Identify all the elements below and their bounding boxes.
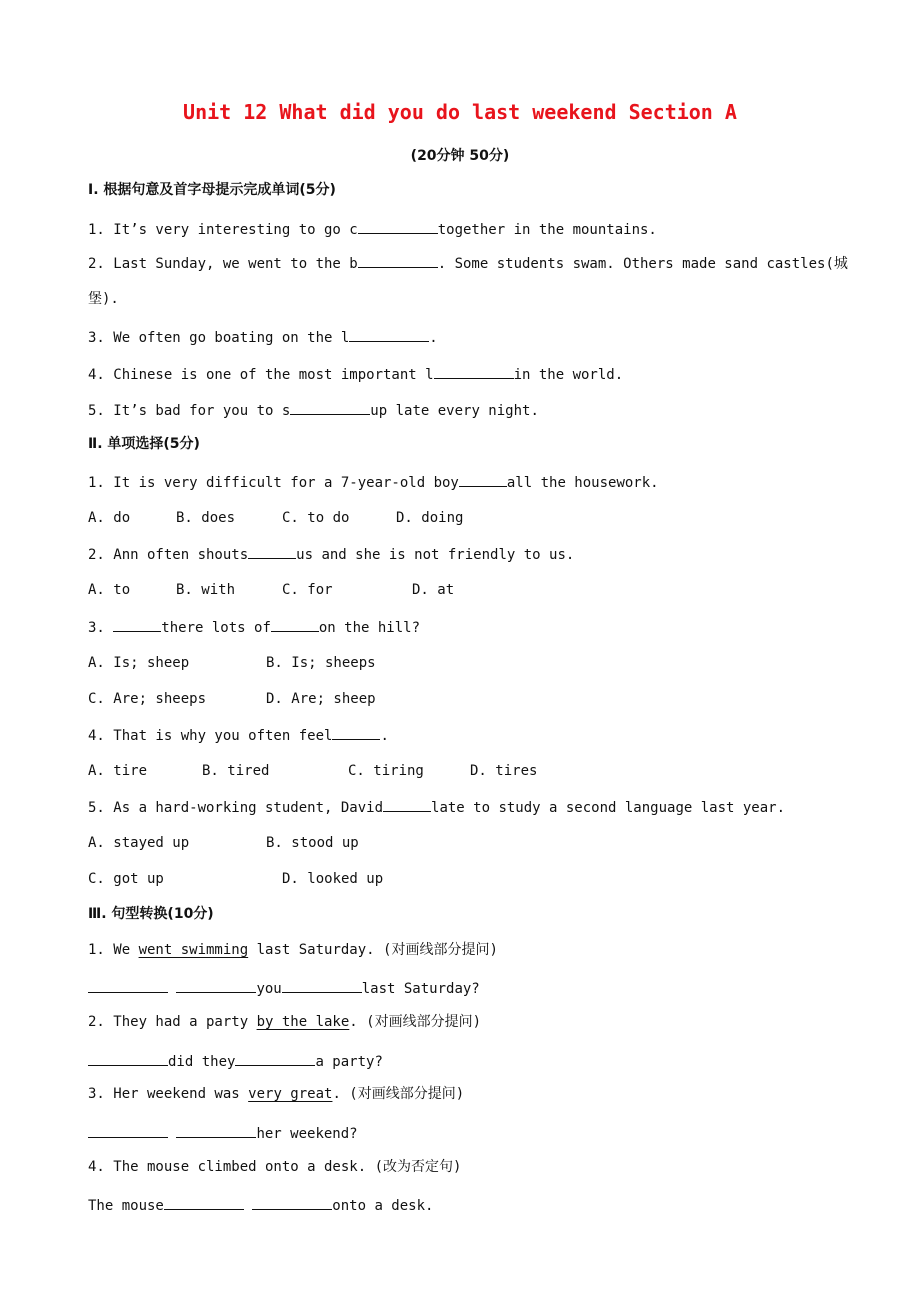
option-d[interactable]: D. Are; sheep bbox=[266, 691, 376, 707]
answer-blank[interactable] bbox=[358, 253, 438, 268]
answer-blank[interactable] bbox=[164, 1195, 244, 1210]
underlined-phrase: by the lake bbox=[256, 1014, 350, 1030]
section-1-heading: Ⅰ. 根据句意及首字母提示完成单词(5分) bbox=[88, 182, 336, 198]
answer-blank[interactable] bbox=[113, 617, 161, 632]
answer-blank[interactable] bbox=[349, 327, 429, 342]
s2-question-1: 1. It is very difficult for a 7-year-old boy all the housework. bbox=[88, 472, 659, 493]
s2-question-2-options bbox=[88, 580, 454, 600]
s3-answer-2: did they a party? bbox=[88, 1051, 383, 1072]
option-a[interactable]: A. stayed up bbox=[88, 835, 190, 851]
answer-blank[interactable] bbox=[235, 1051, 315, 1066]
answer-blank[interactable] bbox=[248, 544, 296, 559]
answer-blank[interactable] bbox=[290, 400, 370, 415]
option-a[interactable]: A. do bbox=[88, 510, 131, 526]
s1-question-5: 5. It’s bad for you to s up late every night. bbox=[88, 400, 539, 421]
underlined-phrase: very great bbox=[248, 1086, 333, 1102]
option-b[interactable]: B. does bbox=[176, 510, 236, 526]
option-b[interactable]: B. stood up bbox=[266, 835, 359, 851]
s2-question-4-options bbox=[88, 761, 537, 781]
s1-question-2: 2. Last Sunday, we went to the b . Some students swam. Others made sand castles(城 bbox=[88, 253, 848, 274]
option-d[interactable]: D. looked up bbox=[282, 871, 384, 887]
option-a[interactable]: A. Is; sheep bbox=[88, 655, 190, 671]
answer-blank[interactable] bbox=[383, 797, 431, 812]
s2-question-5-options-row-2 bbox=[88, 869, 383, 889]
s2-question-5-options-row-1 bbox=[88, 833, 359, 853]
s3-answer-3: her weekend? bbox=[88, 1123, 358, 1144]
option-c[interactable]: C. tiring bbox=[348, 763, 424, 779]
answer-blank[interactable] bbox=[88, 1123, 168, 1138]
option-a[interactable]: A. tire bbox=[88, 763, 148, 779]
option-a[interactable]: A. to bbox=[88, 582, 131, 598]
answer-blank[interactable] bbox=[176, 1123, 256, 1138]
s3-question-1: 1. We went swimming last Saturday. (对画线部分提问) bbox=[88, 942, 498, 958]
option-c[interactable]: C. for bbox=[282, 582, 333, 598]
option-c[interactable]: C. Are; sheeps bbox=[88, 691, 207, 707]
page-title: Unit 12 What did you do last weekend Section A bbox=[183, 100, 737, 124]
s1-question-2-continued: 堡). bbox=[88, 291, 119, 307]
answer-blank[interactable] bbox=[358, 219, 438, 234]
option-d[interactable]: D. tires bbox=[470, 763, 538, 779]
s1-question-3: 3. We often go boating on the l . bbox=[88, 327, 438, 348]
s2-question-1-options bbox=[88, 508, 463, 528]
s2-question-3: 3. there lots of on the hill? bbox=[88, 617, 420, 638]
answer-blank[interactable] bbox=[434, 364, 514, 379]
s2-question-4: 4. That is why you often feel . bbox=[88, 725, 389, 746]
option-c[interactable]: C. to do bbox=[282, 510, 350, 526]
answer-blank[interactable] bbox=[176, 978, 256, 993]
s1-question-1: 1. It’s very interesting to go c together in the mountains. bbox=[88, 219, 657, 240]
s2-question-5: 5. As a hard-working student, David late to study a second language last year. bbox=[88, 797, 785, 818]
page-subtitle: (20分钟 50分) bbox=[410, 148, 510, 164]
s2-question-3-options-row-2 bbox=[88, 689, 376, 709]
answer-blank[interactable] bbox=[459, 472, 507, 487]
s3-question-4: 4. The mouse climbed onto a desk. (改为否定句) bbox=[88, 1159, 462, 1175]
option-b[interactable]: B. tired bbox=[202, 763, 270, 779]
s1-question-4: 4. Chinese is one of the most important l in the world. bbox=[88, 364, 623, 385]
s3-answer-4: The mouse onto a desk. bbox=[88, 1195, 433, 1216]
answer-blank[interactable] bbox=[88, 1051, 168, 1066]
answer-blank[interactable] bbox=[282, 978, 362, 993]
option-d[interactable]: D. at bbox=[412, 582, 455, 598]
s3-answer-1: you last Saturday? bbox=[88, 978, 480, 999]
option-b[interactable]: B. with bbox=[176, 582, 236, 598]
option-b[interactable]: B. Is; sheeps bbox=[266, 655, 376, 671]
answer-blank[interactable] bbox=[271, 617, 319, 632]
section-2-heading: Ⅱ. 单项选择(5分) bbox=[88, 436, 200, 452]
s3-question-3: 3. Her weekend was very great. (对画线部分提问) bbox=[88, 1086, 465, 1102]
s2-question-2: 2. Ann often shouts us and she is not friendly to us. bbox=[88, 544, 574, 565]
underlined-phrase: went swimming bbox=[138, 942, 249, 958]
answer-blank[interactable] bbox=[332, 725, 380, 740]
option-d[interactable]: D. doing bbox=[396, 510, 464, 526]
answer-blank[interactable] bbox=[88, 978, 168, 993]
s3-question-2: 2. They had a party by the lake. (对画线部分提问) bbox=[88, 1014, 482, 1030]
answer-blank[interactable] bbox=[252, 1195, 332, 1210]
option-c[interactable]: C. got up bbox=[88, 871, 164, 887]
section-3-heading: Ⅲ. 句型转换(10分) bbox=[88, 906, 214, 922]
s2-question-3-options-row-1 bbox=[88, 653, 376, 673]
